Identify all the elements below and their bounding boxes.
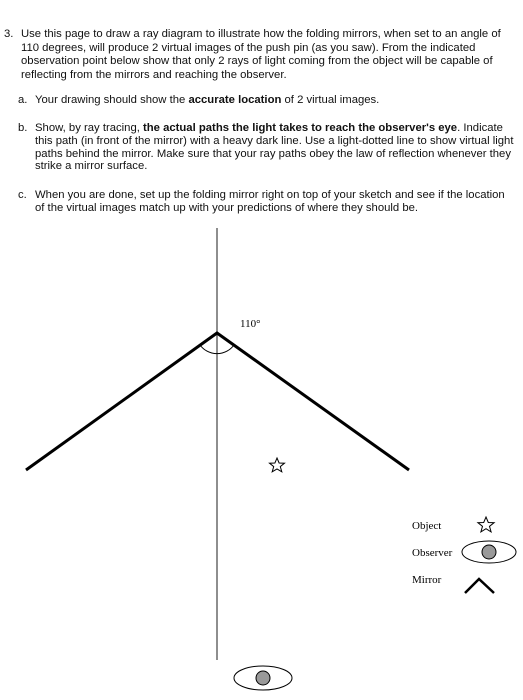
object-star-icon	[270, 458, 285, 472]
item-a-letter: a.	[18, 94, 28, 106]
legend-observer-label: Observer	[412, 547, 453, 559]
question-number: 3.	[4, 28, 14, 40]
angle-label: 110°	[240, 318, 261, 330]
legend-eye-pupil	[482, 545, 496, 559]
legend-star-icon	[478, 517, 494, 532]
item-a-text: Your drawing should show the accurate location of 2 virtual images.	[35, 94, 380, 106]
question-text: Use this page to draw a ray diagram to illustrate how the folding mirrors, when set to an angle of 110 degrees, will produce 2 virtual images of the push pin (as you saw). From the indicated observation point below show that only 2 rays of light coming from the object will be capable of reflecting from the mirrors and reaching the observer.	[21, 28, 501, 81]
legend-mirror-label: Mirror	[412, 574, 442, 586]
observer-eye-pupil	[256, 671, 270, 685]
legend-object-label: Object	[412, 520, 442, 532]
item-c-letter: c.	[18, 189, 27, 201]
item-c-text: When you are done, set up the folding mirror right on top of your sketch and see if the location of the virtual images match up with your predictions of where they should be.	[35, 189, 505, 214]
legend-mirror-icon	[465, 579, 494, 593]
item-b-text: Show, by ray tracing, the actual paths the light takes to reach the observer's eye. Indicate this path (in front of the mirror) with a heavy dark line. Use a light-dotted line to show virtual light paths behind the mirror. Make sure that your ray paths obey the law of reflection whenever they strike a mirror surface.	[35, 122, 514, 173]
item-b-letter: b.	[18, 122, 28, 134]
